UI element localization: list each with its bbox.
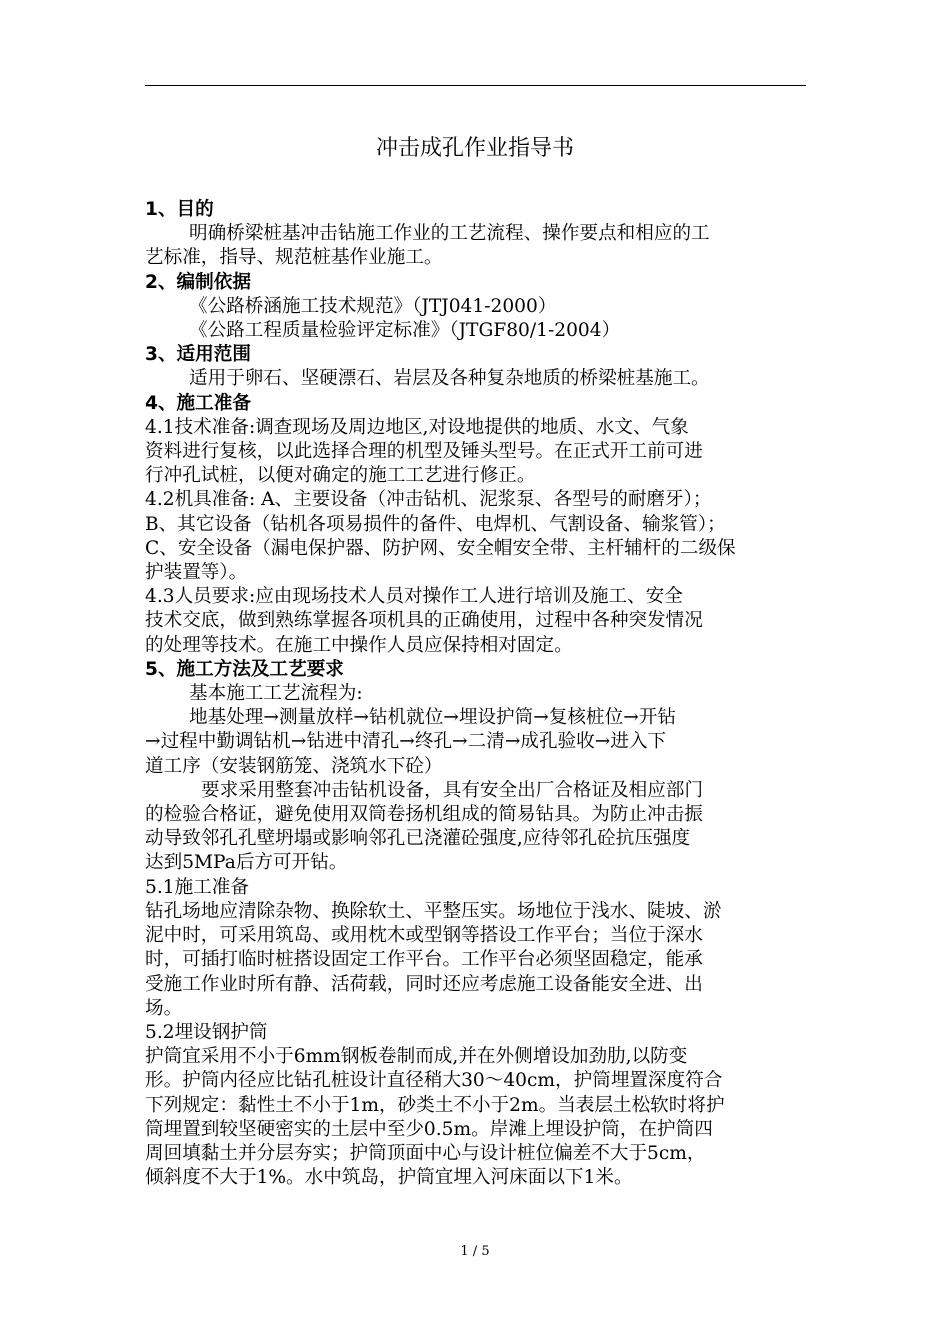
body-line: 护装置等）。	[145, 562, 248, 584]
page-number: 1 / 5	[460, 1244, 490, 1259]
body-line: 形。护筒内径应比钻孔桩设计直径稍大30～40cm，护筒埋置深度符合	[145, 1070, 723, 1092]
body-line: 5.2埋设钢护筒	[145, 1021, 268, 1043]
body-line: 场。	[145, 997, 183, 1019]
body-line: 的处理等技术。在施工中操作人员应保持相对固定。	[145, 634, 573, 656]
body-line: C、安全设备（漏电保护器、防护网、安全帽安全带、主杆辅杆的二级保	[145, 537, 736, 559]
body-line: 要求采用整套冲击钻机设备，具有安全出厂合格证及相应部门	[201, 779, 704, 801]
body-line: 4.1技术准备:调查现场及周边地区,对设地提供的地质、水文、气象	[145, 416, 689, 438]
section-heading: 4、施工准备	[145, 392, 251, 414]
body-line: →过程中勤调钻机→钻进中清孔→终孔→二清→成孔验收→进入下	[145, 731, 667, 753]
body-line: 达到5MPa后方可开钻。	[145, 852, 348, 874]
section-heading: 2、编制依据	[145, 271, 251, 293]
body-line: 钻孔场地应清除杂物、换除软土、平整压实。场地位于浅水、陡坡、淤	[145, 900, 722, 922]
body-line: 受施工作业时所有静、活荷载，同时还应考虑施工设备能安全进、出	[145, 973, 703, 995]
body-line: 时，可插打临时桩搭设固定工作平台。工作平台必须坚固稳定，能承	[145, 949, 703, 971]
body-line: 《公路桥涵施工技术规范》（JTJ041-2000）	[189, 295, 557, 317]
body-line: 的检验合格证，避免使用双筒卷扬机组成的简易钻具。为防止冲击振	[145, 804, 703, 826]
body-line: 道工序（安装钢筋笼、浇筑水下砼）	[145, 755, 443, 777]
body-line: 《公路工程质量检验评定标准》（JTGF80/1-2004）	[189, 320, 621, 342]
header-rule	[145, 85, 806, 86]
body-line: 基本施工工艺流程为:	[189, 683, 363, 705]
section-heading: 1、目的	[145, 199, 214, 220]
document-body	[145, 198, 806, 1190]
body-line: 适用于卵石、坚硬漂石、岩层及各种复杂地质的桥梁桩基施工。	[189, 368, 710, 390]
body-line: 筒埋置到较坚硬密实的土层中至少0.5m。岸滩上埋设护筒，在护筒四	[145, 1118, 713, 1140]
section-heading: 3、适用范围	[145, 344, 251, 366]
body-line: 4.3人员要求:应由现场技术人员对操作工人进行培训及施工、安全	[145, 586, 683, 608]
body-line: 技术交底，做到熟练掌握各项机具的正确使用，过程中各种突发情况	[145, 610, 703, 632]
body-line: 5.1施工准备	[145, 876, 249, 898]
body-line: 下列规定：黏性土不小于1m，砂类土不小于2m。当表层土松软时将护	[145, 1094, 725, 1116]
body-line: 护筒宜采用不小于6mm钢板卷制而成,并在外侧增设加劲肋,以防变	[145, 1046, 688, 1068]
document-title: 冲击成孔作业指导书	[375, 136, 574, 161]
body-line: 倾斜度不大于1%。水中筑岛，护筒宜埋入河床面以下1米。	[145, 1167, 633, 1189]
body-line: 资料进行复核，以此选择合理的机型及锤头型号。在正式开工前可进	[145, 441, 703, 463]
section-heading: 5、施工方法及工艺要求	[145, 658, 344, 680]
body-line: 行冲孔试桩，以便对确定的施工工艺进行修正。	[145, 465, 536, 487]
body-line: 周回填黏土并分层夯实；护筒顶面中心与设计桩位偏差不大于5cm，	[145, 1142, 706, 1164]
body-line: 地基处理→测量放样→钻机就位→埋设护筒→复核桩位→开钻	[189, 707, 676, 729]
body-line: 4.2机具准备: A、主要设备（冲击钻机、泥浆泵、各型号的耐磨牙）；	[145, 489, 712, 511]
body-line: 明确桥梁桩基冲击钻施工作业的工艺流程、操作要点和相应的工	[189, 223, 710, 245]
body-line: B、其它设备（钻机各项易损件的备件、电焊机、气割设备、输浆管）；	[145, 513, 726, 535]
body-line: 泥中时，可采用筑岛、或用枕木或型钢等搭设工作平台；当位于深水	[145, 925, 703, 947]
body-line: 艺标准，指导、规范桩基作业施工。	[145, 247, 443, 269]
body-line: 动导致邻孔孔壁坍塌或影响邻孔已浇灌砼强度,应待邻孔砼抗压强度	[145, 828, 691, 850]
